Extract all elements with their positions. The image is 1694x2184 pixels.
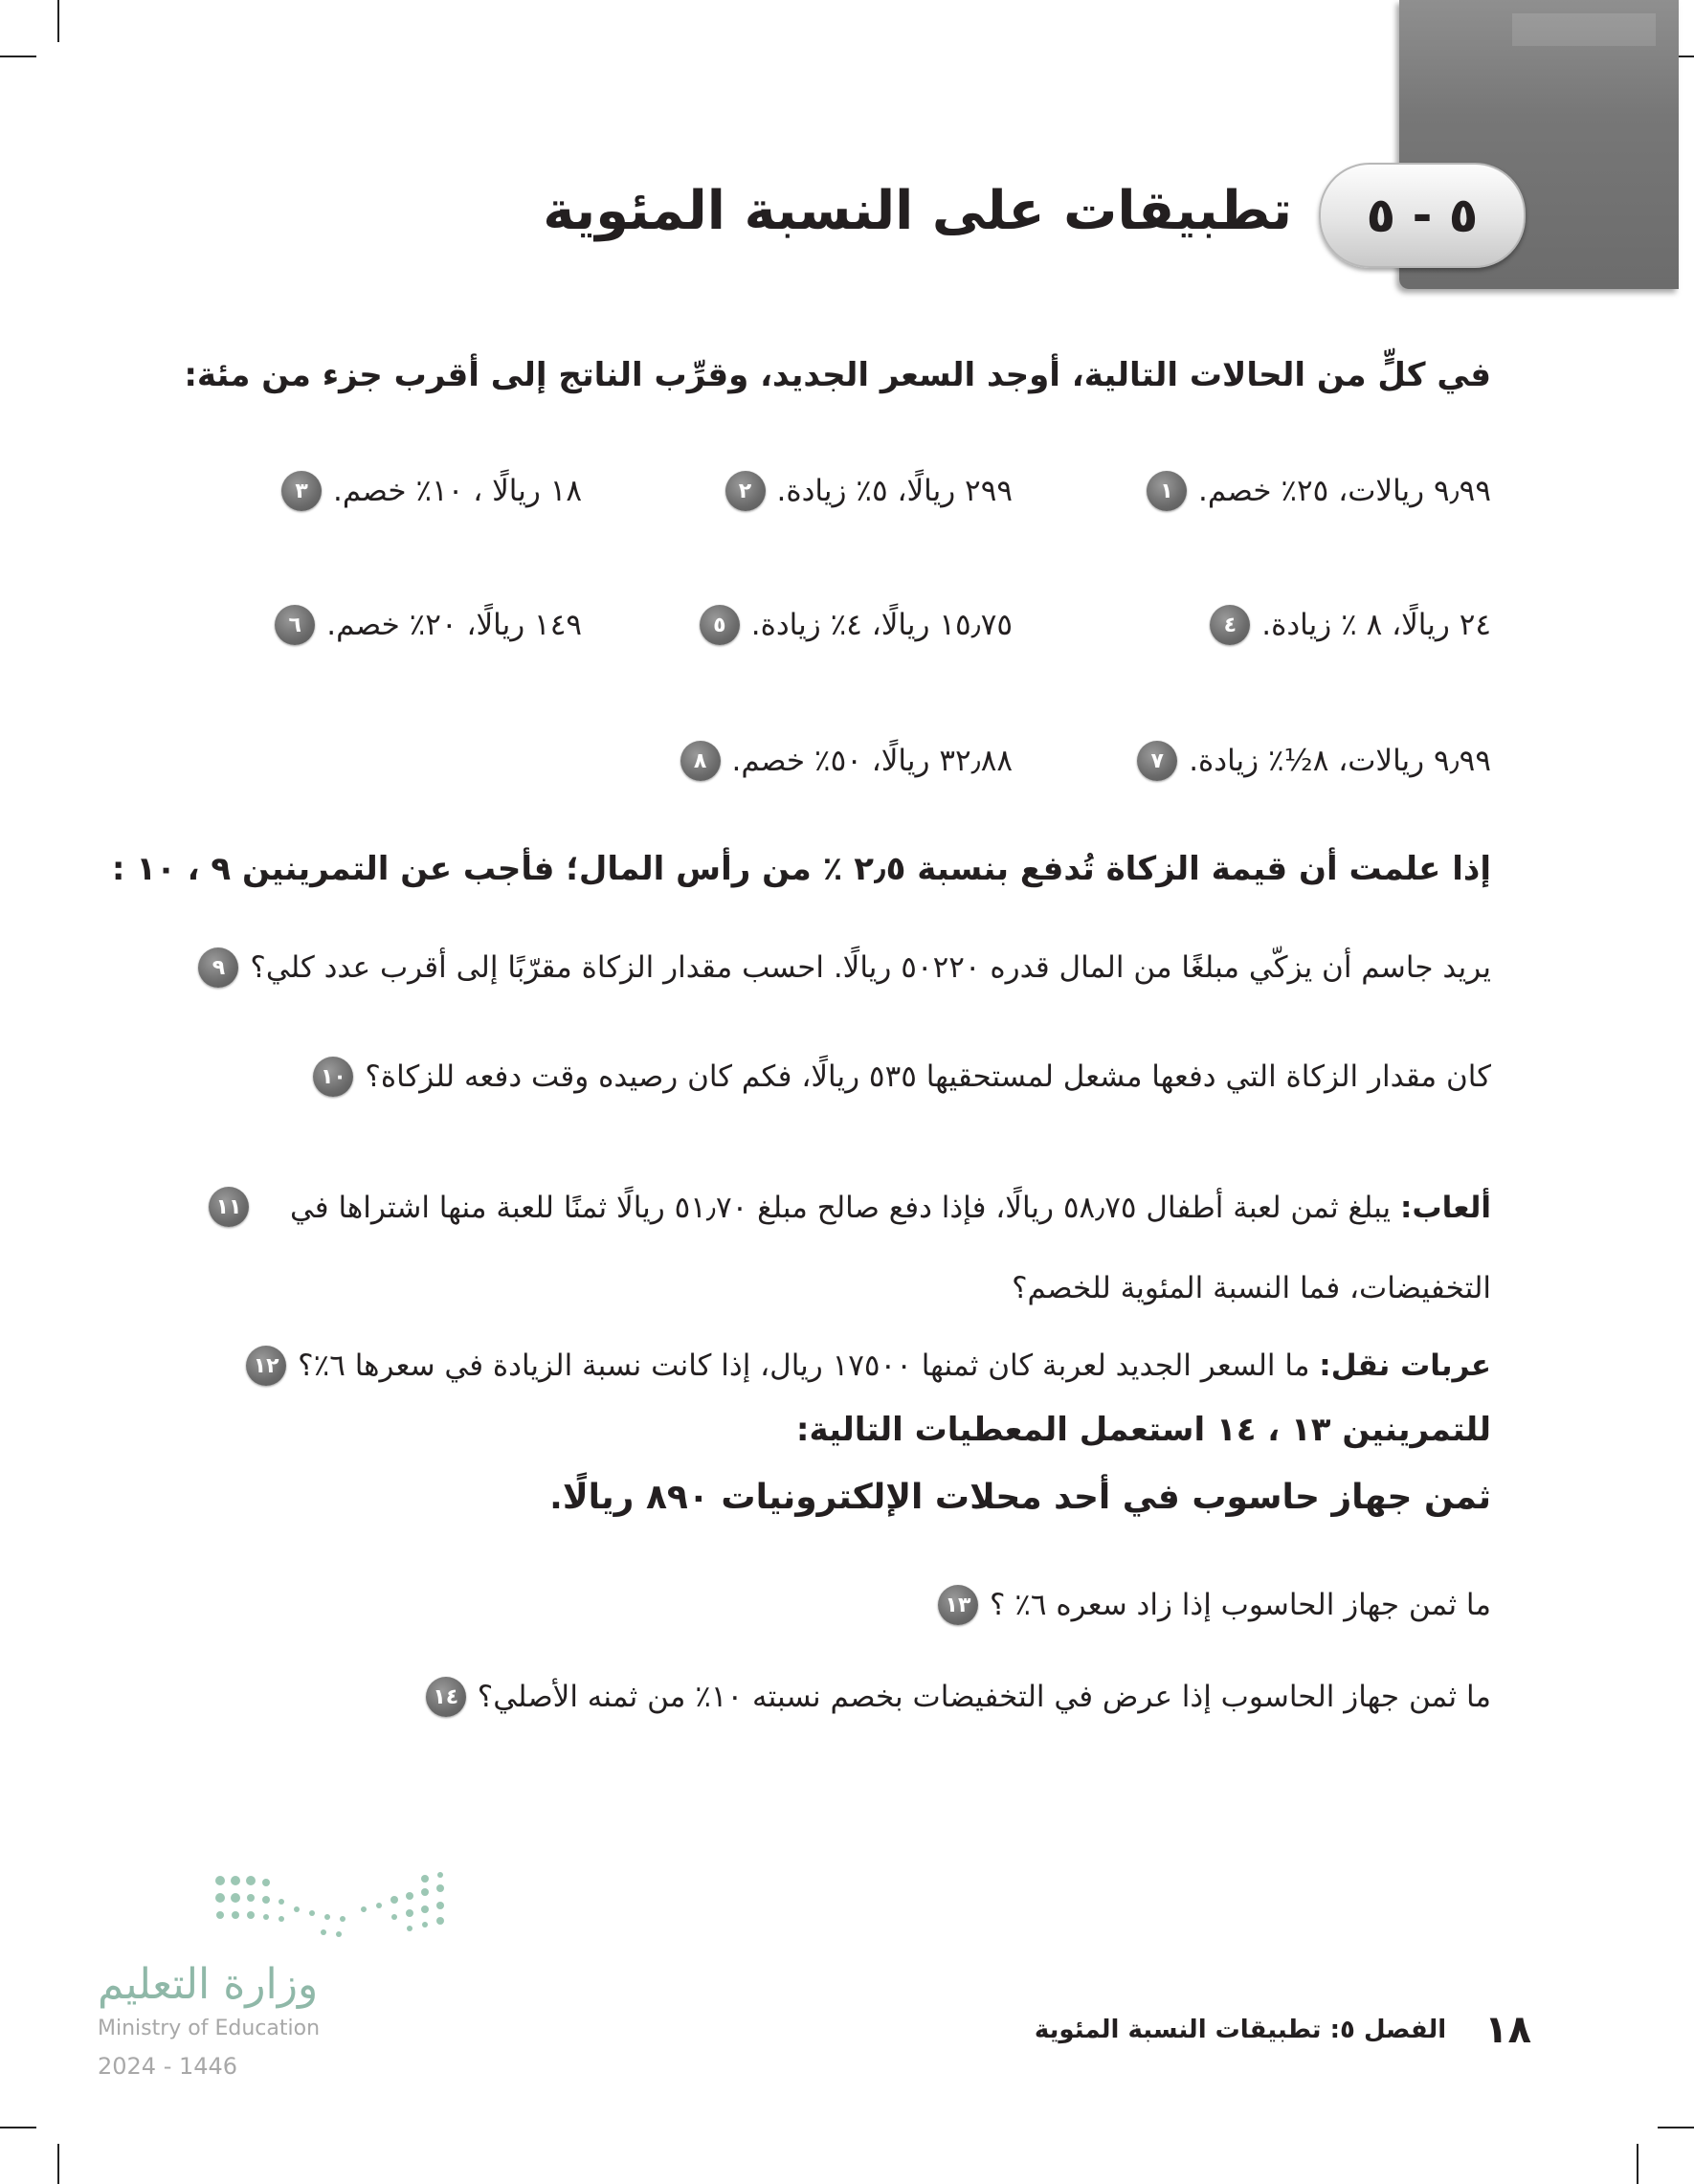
instruction-computer-intro: للتمرينين ١٣ ، ١٤ استعمل المعطيات التالية: — [795, 1411, 1491, 1449]
exercise-text: ١٤٩ ريالًا، ٢٠٪ خصم. — [326, 608, 582, 642]
exercise-text: ٢٤ ريالًا، ٨ ٪ زيادة. — [1261, 608, 1491, 642]
lesson-number-badge — [1319, 163, 1526, 268]
exercise-number: ٤ — [1210, 605, 1250, 645]
exercise-item — [209, 1187, 1491, 1328]
exercise-item — [938, 1585, 1491, 1625]
lesson-title: تطبيقات على النسبة المئوية — [543, 180, 1292, 242]
exercise-text: ٩٫٩٩ ريالات، ٨½٪ زيادة. — [1189, 744, 1491, 778]
exercise-text: ما ثمن جهاز الحاسوب إذا زاد سعره ٦٪ ؟ — [989, 1588, 1491, 1622]
exercise-text-wrapper — [298, 1348, 1491, 1383]
chapter-label: الفصل ٥: تطبيقات النسبة المئوية — [1034, 2016, 1447, 2044]
exercise-text-wrapper — [260, 1168, 1491, 1328]
exercise-item — [313, 1057, 1491, 1097]
exercise-text: ما السعر الجديد لعربة كان ثمنها ١٧٥٠٠ ريال، إذا كانت نسبة الزيادة في سعرها ٦٪؟ — [298, 1348, 1310, 1383]
exercise-item — [1210, 605, 1491, 645]
exercise-item — [700, 605, 1013, 645]
crop-mark — [1658, 2127, 1694, 2128]
exercise-text: ٢٩٩ ريالًا، ٥٪ زيادة. — [776, 474, 1013, 508]
lesson-number: ٥ - ٥ — [1366, 188, 1479, 243]
crop-mark — [0, 56, 36, 57]
crop-mark — [57, 2144, 59, 2184]
exercise-text: ١٨ ريالًا ، ١٠٪ خصم. — [333, 474, 582, 508]
exercise-item — [1137, 741, 1491, 781]
exercise-item — [246, 1346, 1491, 1386]
logo-english-text: Ministry of Education — [98, 2017, 321, 2040]
exercise-text: ما ثمن جهاز الحاسوب إذا عرض في التخفيضات بخصم نسبته ١٠٪ من ثمنه الأصلي؟ — [477, 1680, 1491, 1714]
exercise-text: كان مقدار الزكاة التي دفعها مشعل لمستحقيها ٥٣٥ ريالًا، فكم كان رصيده وقت دفعه للزكاة؟ — [365, 1059, 1491, 1094]
exercise-number: ٢ — [725, 471, 766, 511]
instruction-computer-price: ثمن جهاز حاسوب في أحد محلات الإلكترونيات ٨٩٠ ريالًا. — [549, 1478, 1491, 1517]
crop-mark — [57, 0, 59, 42]
exercise-item — [1147, 471, 1491, 511]
exercise-number: ٩ — [198, 947, 238, 988]
logo-arabic-text: وزارة التعليم — [98, 1960, 319, 2009]
exercise-text: ٩٫٩٩ ريالات، ٢٥٪ خصم. — [1197, 474, 1491, 508]
exercise-label: ألعاب: — [1400, 1191, 1491, 1225]
exercise-text: يريد جاسم أن يزكّي مبلغًا من المال قدره ٥٠٢٢٠ ريالًا. احسب مقدار الزكاة مقرّبًا إلى أقرب عدد كلي؟ — [250, 950, 1491, 985]
crop-mark — [0, 2127, 36, 2128]
exercise-number: ٧ — [1137, 741, 1177, 781]
page-footer — [1035, 2008, 1531, 2052]
crop-mark — [1637, 2144, 1638, 2184]
logo-year: 2024 - 1446 — [98, 2053, 238, 2080]
instruction-find-new-price: في كلٍّ من الحالات التالية، أوجد السعر الجديد، وقرِّب الناتج إلى أقرب جزء من مئة: — [184, 356, 1491, 394]
exercise-number: ١ — [1147, 471, 1187, 511]
exercise-number: ١٤ — [426, 1677, 466, 1717]
exercise-item — [281, 471, 582, 511]
exercise-text: يبلغ ثمن لعبة أطفال ٥٨٫٧٥ ريالًا، فإذا دفع صالح مبلغ ٥١٫٧٠ ريالًا ثمنًا للعبة منها اشتراها في التخفيضات، فما النسبة المئوية للخصم؟ — [289, 1191, 1491, 1305]
exercise-item — [275, 605, 582, 645]
exercise-number: ١١ — [209, 1187, 249, 1227]
exercise-text: ١٥٫٧٥ ريالًا، ٤٪ زيادة. — [750, 608, 1013, 642]
exercise-number: ١٢ — [246, 1346, 286, 1386]
exercise-number: ٥ — [700, 605, 740, 645]
exercise-number: ٨ — [680, 741, 721, 781]
page-number: ١٨ — [1484, 2008, 1531, 2052]
exercise-number: ٣ — [281, 471, 322, 511]
exercise-number: ١٣ — [938, 1585, 978, 1625]
exercise-number: ١٠ — [313, 1057, 353, 1097]
exercise-number: ٦ — [275, 605, 315, 645]
exercise-label: عربات نقل: — [1319, 1348, 1491, 1383]
ministry-logo-icon — [211, 1871, 450, 1948]
exercise-item — [426, 1677, 1491, 1717]
exercise-item — [198, 947, 1491, 988]
exercise-item — [725, 471, 1014, 511]
exercise-item — [680, 741, 1013, 781]
instruction-zakat: إذا علمت أن قيمة الزكاة تُدفع بنسبة ٢٫٥ ٪ من رأس المال؛ فأجب عن التمرينين ٩ ، ١٠ : — [111, 850, 1491, 888]
exercise-text: ٣٢٫٨٨ ريالًا، ٥٠٪ خصم. — [731, 744, 1013, 778]
